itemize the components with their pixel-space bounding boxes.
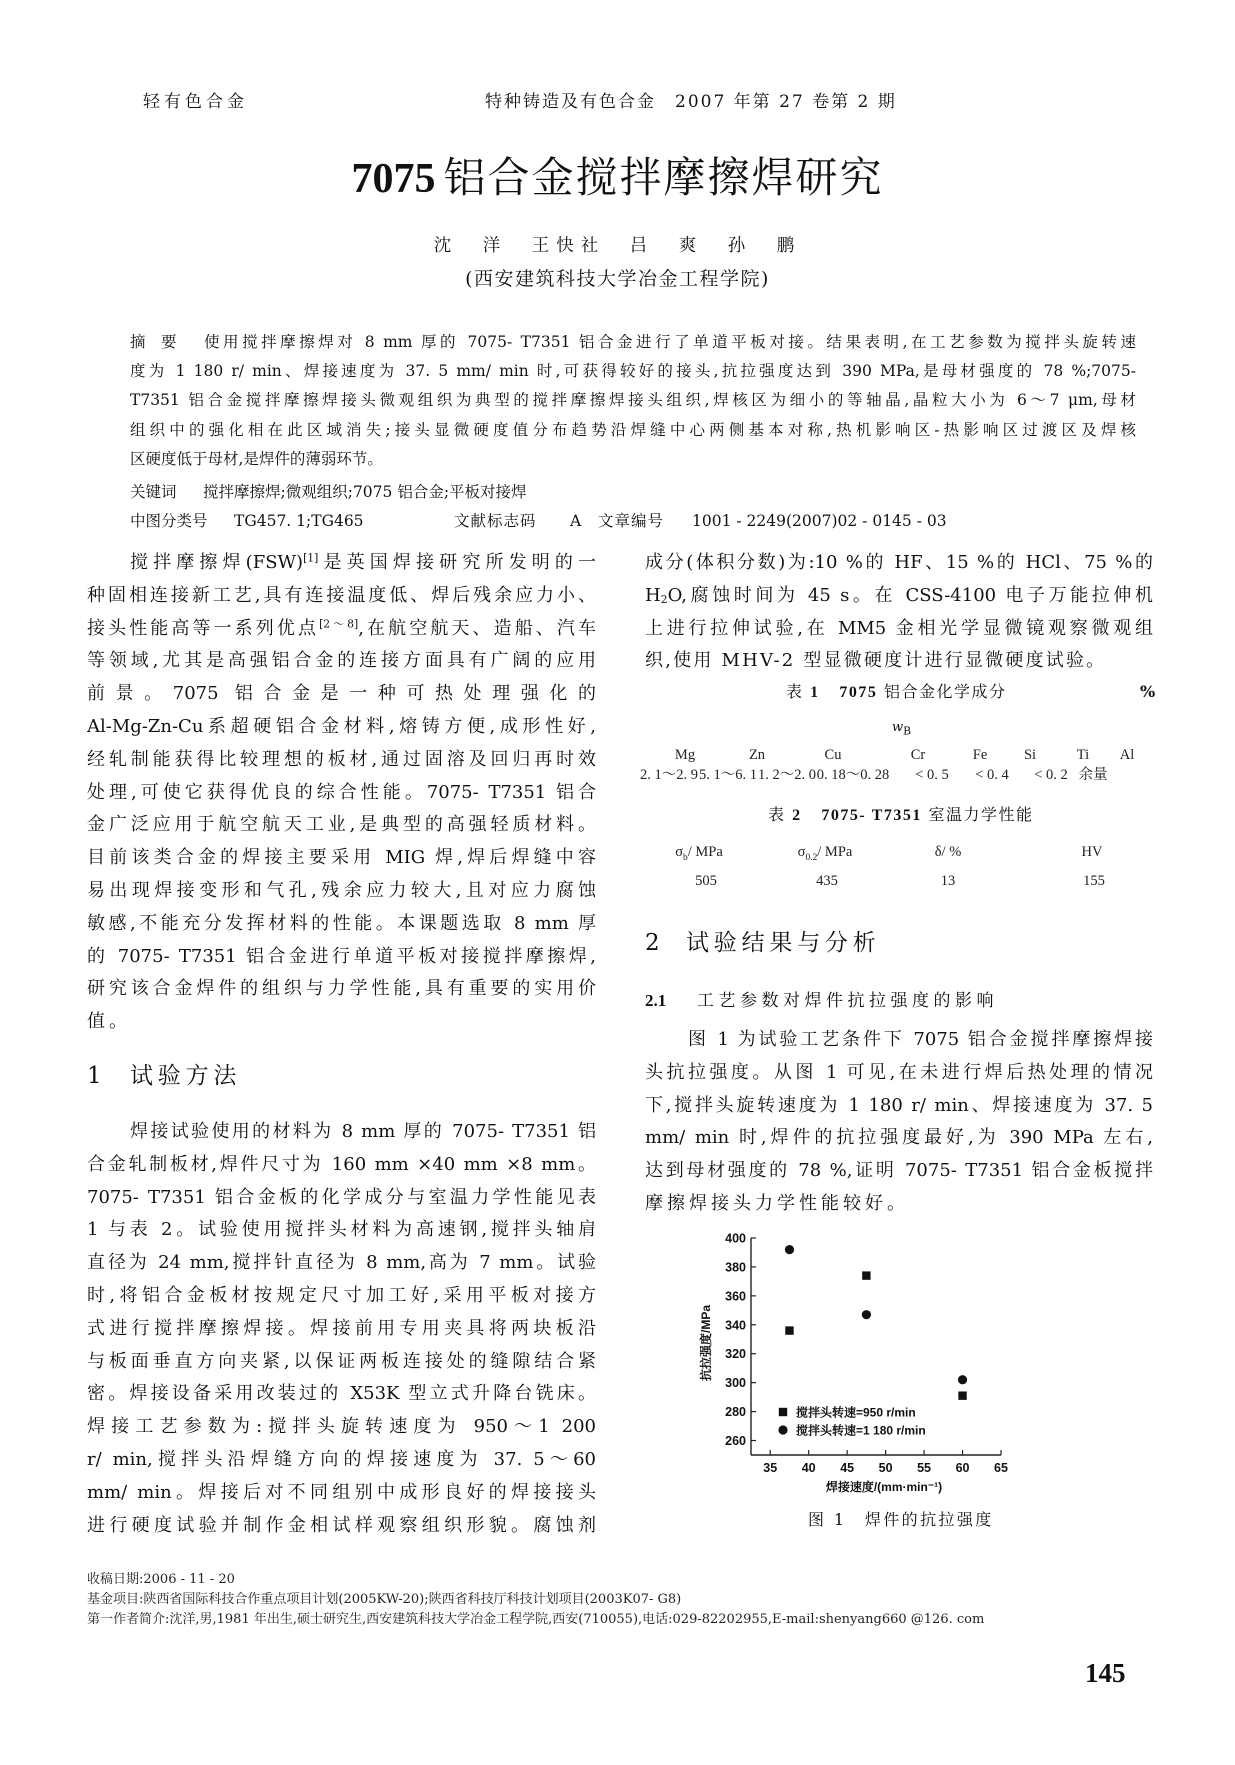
y-tick-label: 360 bbox=[725, 1289, 746, 1304]
header-unit: / MPa bbox=[817, 844, 853, 860]
data-point-circle bbox=[785, 1245, 794, 1254]
text-line: $H_2O$,腐蚀时间为 45 s。在 CSS-4100 电子万能拉伸机 bbox=[645, 584, 1153, 606]
x-tick-label: 60 bbox=[955, 1461, 970, 1475]
title-number: 7075 bbox=[351, 156, 436, 202]
text-line: 组织中的强化相在此区域消失;接头显微硬度值分布趋势沿焊缝中心两侧基本对称,热机影响区-热影响区过渡区及焊核 bbox=[130, 420, 1136, 439]
table1-value-cell: 5. 1～6. 1 bbox=[699, 767, 757, 783]
table1-value-cell: 余量 bbox=[1078, 767, 1108, 783]
header-unit: / % bbox=[941, 844, 962, 860]
text-line: 与板面垂直方向夹紧,以保证两板连接处的缝隙结合紧 bbox=[87, 1350, 596, 1372]
text-line: 下,搅拌头旋转速度为 1 180 r/ min、焊接速度为 37. 5 bbox=[645, 1094, 1153, 1116]
keywords-row bbox=[130, 481, 527, 503]
mass-fraction-symbol: w bbox=[892, 720, 904, 735]
text-line: 敏感,不能充分发挥材料的性能。本课题选取 8 mm 厚 bbox=[87, 912, 596, 934]
header-symbol: σ bbox=[675, 844, 684, 860]
x-tick-label: 45 bbox=[840, 1461, 855, 1475]
citation-superscript: [1] bbox=[303, 551, 319, 565]
text-line: 经轧制能获得比较理想的板材,通过固溶及回归再时效 bbox=[87, 748, 596, 770]
x-tick-label: 55 bbox=[917, 1461, 932, 1475]
affiliation: (西安建筑科技大学冶金工程学院) bbox=[465, 268, 770, 290]
text-line: 达到母材强度的 78 %,证明 7075- T7351 铝合金板搅拌 bbox=[645, 1160, 1153, 1182]
table1-caption bbox=[786, 681, 1006, 704]
table1-header-cell: Al bbox=[1119, 747, 1135, 763]
header-symbol: δ bbox=[934, 844, 942, 860]
table1-header-cell: Cr bbox=[910, 747, 926, 763]
text-line: 织,使用 MHV-2 型显微硬度计进行显微硬度试验。 bbox=[645, 650, 1107, 672]
y-tick-label: 380 bbox=[725, 1260, 746, 1275]
text-line: 接头性能高等一系列优点[2～8],在航空航天、造船、汽车 bbox=[87, 617, 596, 639]
subscript: 2 bbox=[660, 592, 668, 606]
y-tick-label: 320 bbox=[725, 1347, 746, 1362]
clc-code: TG457. 1;TG465 bbox=[234, 512, 364, 530]
text-line: 值。 bbox=[87, 1011, 131, 1033]
table2-num: 2 bbox=[792, 807, 802, 824]
text-line: 易出现焊接变形和气孔,残余应力较大,且对应力腐蚀 bbox=[87, 879, 596, 901]
table2-value-cell: 505 bbox=[695, 873, 717, 889]
doc-code: A bbox=[570, 512, 582, 530]
data-point-square bbox=[785, 1326, 793, 1334]
text-line: 前景。7075 铝合金是一种可热处理强化的 bbox=[87, 683, 596, 705]
text-line: 度为 1 180 r/ min、焊接速度为 37. 5 mm/ min 时,可获得较好的接头,抗拉强度达到 390 MPa,是母材强度的 78 %;7075- bbox=[130, 362, 1136, 381]
table1-code: 7075 bbox=[839, 684, 878, 701]
legend-label: 搅拌头转速=950 r/min bbox=[796, 1405, 916, 1420]
table1-value-cell: 0. 18～0. 28 bbox=[816, 767, 890, 783]
abstract bbox=[130, 328, 1136, 474]
header-symbol: σ bbox=[797, 844, 806, 860]
text-line: 成分(体积分数)为:10 %的 HF、15 %的 HCl、75 %的 bbox=[645, 552, 1153, 573]
text-line: 头抗拉强度。从图 1 可见,在未进行焊后热处理的情况 bbox=[645, 1061, 1153, 1083]
figure1-caption: 图 1 焊件的抗拉强度 bbox=[808, 1510, 994, 1529]
table1-header-cell: Ti bbox=[1076, 747, 1090, 763]
mass-fraction-subscript: B bbox=[903, 724, 912, 738]
data-point-square bbox=[958, 1391, 966, 1399]
citation-superscript: [2～8] bbox=[319, 617, 359, 631]
table1-header-cell: Cu bbox=[824, 747, 842, 763]
text-line: 金广泛应用于航空航天工业,是典型的高强轻质材料。 bbox=[87, 814, 596, 836]
header-unit: / MPa bbox=[687, 844, 723, 860]
table1-value-cell: < 0. 5 bbox=[915, 767, 949, 783]
legend-label: 搅拌头转速=1 180 r/min bbox=[796, 1423, 926, 1438]
header-symbol: HV bbox=[1081, 844, 1103, 860]
table1-value-cell: 1. 2～2. 0 bbox=[758, 767, 816, 783]
table2-header-cell bbox=[1082, 842, 1103, 862]
text-line: mm/ min。焊接后对不同组别中成形良好的焊接接头 bbox=[87, 1481, 596, 1503]
legend-marker-circle bbox=[778, 1425, 787, 1434]
received-date: 收稿日期:2006 - 11 - 20 bbox=[87, 1572, 235, 1587]
doc-code-label: 文献标志码 bbox=[454, 512, 537, 530]
abstract-text: 使用搅拌摩擦焊对 8 mm 厚的 7075- T7351 铝合金进行了单道平板对接。结果表明,在工艺参数为搅拌头旋转速 bbox=[204, 333, 1136, 351]
table1-label: 表 bbox=[786, 682, 804, 701]
x-axis-title: 焊接速度/(mm·min⁻¹) bbox=[825, 1480, 943, 1494]
text-line: 图 1 为试验工艺条件下 7075 铝合金搅拌摩擦焊接 bbox=[688, 1029, 1153, 1050]
text-line: 1 与表 2。试验使用搅拌头材料为高速钢,搅拌头轴肩 bbox=[87, 1219, 596, 1241]
article-number: 1001 - 2249(2007)02 - 0145 - 03 bbox=[692, 512, 947, 530]
table1-header-cell: Zn bbox=[748, 747, 766, 763]
text-line: 目前该类合金的焊接主要采用 MIG 焊,焊后焊缝中容 bbox=[87, 847, 596, 869]
header-subscript: b bbox=[683, 852, 688, 863]
section-number: 1 bbox=[87, 1063, 102, 1089]
header-subscript: 0.2 bbox=[805, 852, 818, 863]
y-tick-label: 300 bbox=[725, 1376, 746, 1391]
method-paragraph bbox=[87, 1116, 596, 1542]
text-line: 研究该合金焊件的组织与力学性能,具有重要的实用价 bbox=[87, 978, 596, 1000]
text-line: r/ min,搅拌头沿焊缝方向的焊接速度为 37. 5～60 bbox=[87, 1448, 596, 1470]
text-line: 进行硬度试验并制作金相试样观察组织形貌。腐蚀剂 bbox=[87, 1514, 596, 1536]
text-line: 搅拌摩擦焊(FSW)[1]是英国焊接研究所发明的一 bbox=[130, 551, 596, 573]
table2-header-cell bbox=[798, 842, 853, 868]
y-tick-label: 260 bbox=[725, 1434, 746, 1449]
text-line: Al-Mg-Zn-Cu系超硬铝合金材料,熔铸方便,成形性好, bbox=[87, 715, 596, 737]
text-line: 式进行搅拌摩擦焊接。焊接前用专用夹具将两块板沿 bbox=[87, 1317, 596, 1339]
table2-title: 室温力学性能 bbox=[928, 805, 1034, 824]
table1-value-cell: < 0. 4 bbox=[975, 767, 1009, 783]
running-header-section: 轻有色合金 bbox=[143, 92, 248, 112]
author-list: 沈 洋 王快社 吕 爽 孙 鹏 bbox=[433, 236, 802, 256]
y-tick-label: 280 bbox=[725, 1405, 746, 1420]
x-tick-label: 50 bbox=[878, 1461, 893, 1475]
text-line: 上进行拉伸试验,在 MM5 金相光学显微镜观察微观组 bbox=[645, 617, 1153, 639]
text-line: 焊接工艺参数为:搅拌头旋转速度为 950～1 200 bbox=[87, 1416, 596, 1438]
article-number-label: 文章编号 bbox=[598, 512, 665, 530]
abstract-label: 摘 要 bbox=[130, 333, 177, 351]
y-axis-title: 抗拉强度/MPa bbox=[699, 1304, 713, 1382]
y-tick-label: 400 bbox=[725, 1231, 746, 1246]
subsection-title: 工艺参数对焊件抗拉强度的影响 bbox=[697, 991, 998, 1011]
table1-num: 1 bbox=[810, 684, 820, 701]
data-point-circle bbox=[862, 1310, 871, 1319]
data-point-circle bbox=[958, 1375, 967, 1384]
text-line: 直径为 24 mm,搅拌针直径为 8 mm,高为 7 mm。试验 bbox=[87, 1252, 596, 1274]
text-line: T7351 铝合金搅拌摩擦焊接头微观组织为典型的搅拌摩擦焊接头组织,焊核区为细小的等轴晶,晶粒大小为 6～7 μm,母材 bbox=[130, 391, 1136, 410]
text-line: 密。焊接设备采用改装过的 X53K 型立式升降台铣床。 bbox=[87, 1383, 596, 1405]
funding-note: 基金项目:陕西省国际科技合作重点项目计划(2005KW-20);陕西省科技厅科技计划项目(2003K07- G8) bbox=[87, 1592, 682, 1607]
table2-label: 表 bbox=[768, 805, 786, 824]
subsection-number: 2.1 bbox=[645, 991, 667, 1010]
table2-value-cell: 435 bbox=[816, 873, 838, 889]
text-line: 区硬度低于母材,是焊件的薄弱环节。 bbox=[130, 449, 383, 468]
text-line: mm/ min 时,焊件的抗拉强度最好,为 390 MPa 左右, bbox=[645, 1127, 1153, 1149]
abstract-first-line bbox=[130, 328, 1136, 357]
text-line: 等领域,尤其是高强铝合金的连接方面具有广阔的应用 bbox=[87, 650, 596, 672]
clc-label: 中图分类号 bbox=[130, 512, 208, 530]
table1-title: 铝合金化学成分 bbox=[883, 682, 1007, 701]
text-line: 焊接试验使用的材料为 8 mm 厚的 7075- T7351 铝 bbox=[130, 1121, 596, 1142]
text-line: 处理,可使它获得优良的综合性能。7075- T7351 铝合 bbox=[87, 781, 596, 803]
section-title: 试验方法 bbox=[130, 1063, 242, 1089]
table1-value-cell: 2. 1～2. 9 bbox=[640, 767, 698, 783]
keywords-label: 关键词 bbox=[130, 483, 177, 501]
text-line: 种固相连接新工艺,具有连接温度低、焊后残余应力小、 bbox=[87, 584, 596, 606]
data-point-square bbox=[862, 1271, 870, 1279]
abstract-lines bbox=[130, 357, 1136, 474]
table1-unit: % bbox=[1140, 682, 1156, 701]
text-line: 摩擦焊接头力学性能较好。 bbox=[645, 1192, 909, 1214]
article-title bbox=[0, 153, 1235, 204]
x-tick-label: 35 bbox=[763, 1461, 778, 1475]
footnote-block bbox=[87, 1570, 984, 1630]
x-tick-label: 40 bbox=[801, 1461, 816, 1475]
table1-value-cell: < 0. 2 bbox=[1034, 767, 1068, 783]
table2-code: 7075- T7351 bbox=[821, 807, 922, 824]
table2-value-cell: 155 bbox=[1083, 873, 1105, 889]
author-bio: 第一作者简介:沈洋,男,1981 年出生,硕士研究生,西安建筑科技大学冶金工程学院,西安(710055),电话:029-82202955,E-mail:shenyang660 @126. com bbox=[87, 1612, 985, 1627]
table2-header-cell bbox=[675, 842, 723, 868]
intro-paragraph bbox=[87, 547, 596, 1039]
method-paragraph-continued bbox=[645, 547, 1153, 678]
text-line: 的 7075- T7351 铝合金进行单道平板对接搅拌摩擦焊, bbox=[87, 945, 596, 967]
table1-header-cell: Si bbox=[1023, 747, 1037, 763]
text-line: 7075- T7351 铝合金板的化学成分与室温力学性能见表 bbox=[87, 1186, 596, 1208]
table2-value-cell: 13 bbox=[940, 873, 956, 889]
legend-marker-square bbox=[779, 1408, 787, 1416]
table1-header-cell: Fe bbox=[972, 747, 988, 763]
text-line: 合金轧制板材,焊件尺寸为 160 mm ×40 mm ×8 mm。 bbox=[87, 1153, 596, 1175]
results-paragraph bbox=[645, 1024, 1153, 1221]
table2-header-cell bbox=[935, 842, 962, 862]
page-number: 145 bbox=[1085, 1658, 1126, 1688]
section-title: 试验结果与分析 bbox=[686, 930, 881, 956]
text-line: 时,将铝合金板材按规定尺寸加工好,采用平板对接方 bbox=[87, 1284, 596, 1306]
y-tick-label: 340 bbox=[725, 1318, 746, 1333]
keywords-text: 搅拌摩擦焊;微观组织;7075 铝合金;平板对接焊 bbox=[203, 483, 527, 501]
figure1-scatter-chart bbox=[680, 1215, 1020, 1505]
x-tick-label: 65 bbox=[994, 1461, 1008, 1475]
running-header-journal: 特种铸造及有色合金 2007 年第 27 卷第 2 期 bbox=[485, 92, 897, 112]
title-text: 铝合金搅拌摩擦焊研究 bbox=[443, 153, 884, 202]
table1-header-cell: Mg bbox=[674, 747, 696, 763]
table2-caption bbox=[768, 804, 1033, 827]
table1-subheader bbox=[892, 719, 911, 741]
section-number: 2 bbox=[645, 930, 660, 956]
